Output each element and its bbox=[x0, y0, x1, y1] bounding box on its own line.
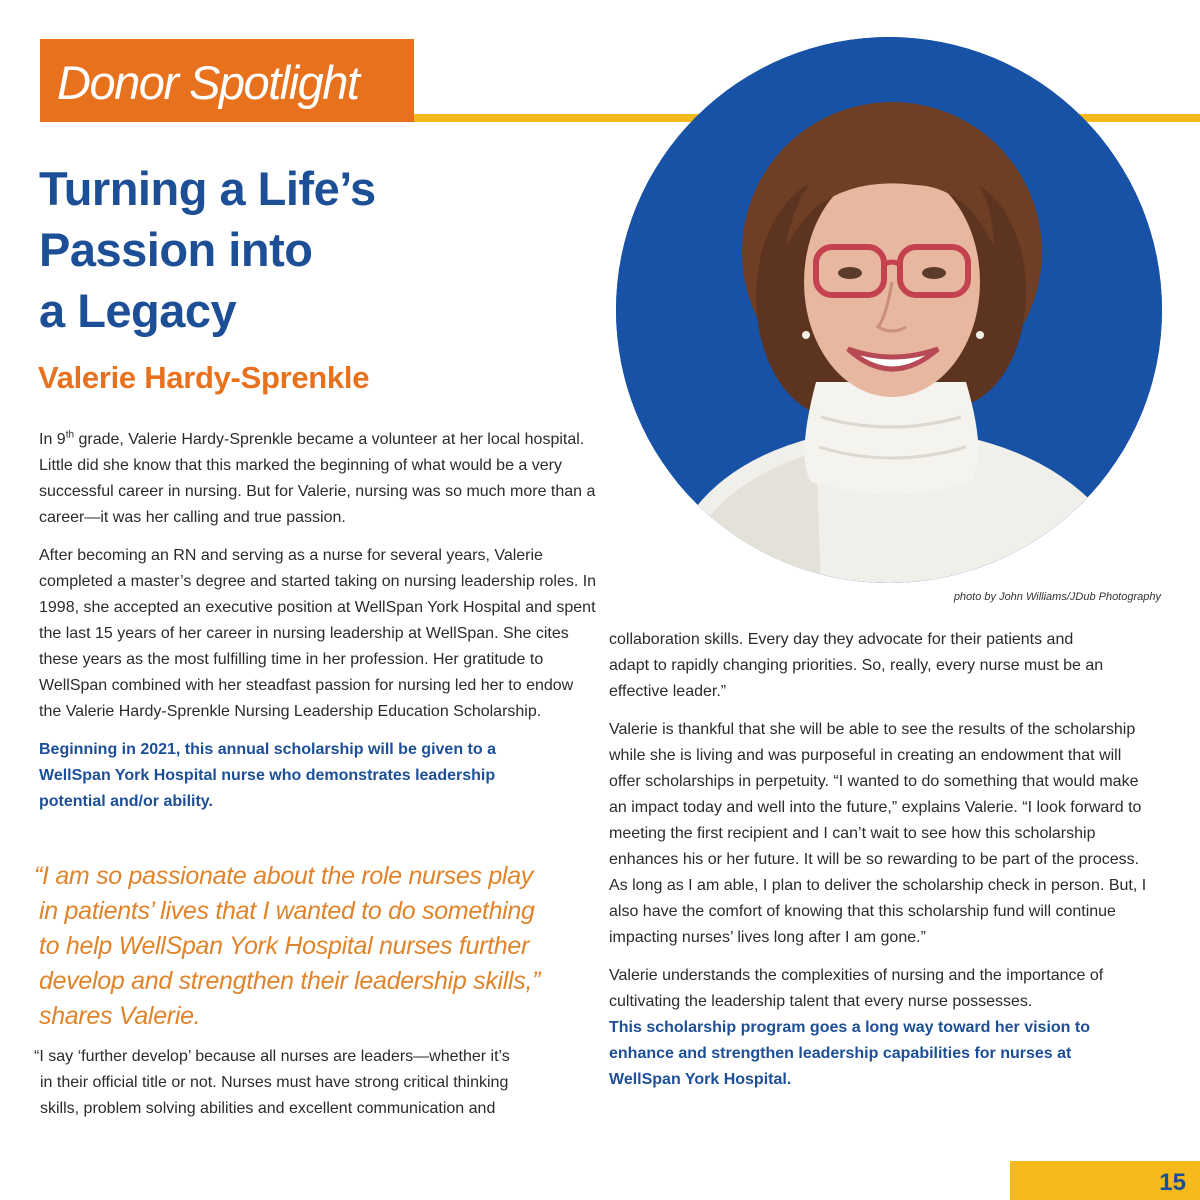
section-banner-label: Donor Spotlight bbox=[57, 56, 359, 109]
donor-portrait-photo bbox=[616, 37, 1162, 583]
paragraph-text: grade, Valerie Hardy-Sprenkle became a volunteer at her local hospital. Little did she know that this marked the beginning of what would be a very successful career in nursing. But for Valerie, nursing was so much more than a career—it was her calling and true passion. bbox=[39, 431, 596, 526]
ordinal-suffix: th bbox=[65, 429, 75, 441]
quote-line: shares Valerie. bbox=[39, 1002, 201, 1030]
headline-line: Turning a Life’s bbox=[39, 162, 376, 215]
photo-credit: photo by John Williams/JDub Photography bbox=[953, 591, 1161, 603]
body-paragraph: collaboration skills. Every day they advocate for their patients and adapt to rapidly changing priorities. So, really, every nurse must be an effective leader.” bbox=[609, 631, 1104, 700]
right-column bbox=[609, 627, 1169, 1105]
body-paragraph: Valerie is thankful that she will be able to see the results of the scholarship while she is living and was purposeful in creating an endowment that will offer scholarships in perpetuity. “I wanted to do something that would make an impact today and well into the future,” explains Valerie. “I look forward to meeting the first recipient and I can’t wait to see how this scholarship enhances his or her future. It will be so rewarding to be part of the process. As long as I am able, I plan to deliver the scholarship check in person. But, I also have the comfort of knowing that this scholarship fund will continue impacting nurses’ lives long after I am gone.” bbox=[609, 721, 1147, 946]
paragraph-line: “I say ‘further develop’ because all nurses are leaders—whether it’s bbox=[34, 1048, 510, 1065]
body-paragraph-start bbox=[34, 1044, 594, 1122]
body-paragraph: Valerie understands the complexities of nursing and the importance of cultivating the leadership talent that every nurse possesses. bbox=[609, 967, 1104, 1010]
paragraph-line: in their official title or not. Nurses must have strong critical thinking bbox=[40, 1074, 509, 1091]
body-paragraph: After becoming an RN and serving as a nurse for several years, Valerie completed a master’s degree and started taking on nursing leadership roles. In 1998, she accepted an executive position at WellSpan York Hospital and spent the last 15 years of her career in nursing leadership at WellSpan. She cites these years as the most fulfilling time in her profession. Her gratitude to WellSpan combined with her steadfast passion for nursing led her to endow the Valerie Hardy-Sprenkle Nursing Leadership Education Scholarship. bbox=[39, 547, 597, 720]
quote-line: to help WellSpan York Hospital nurses further bbox=[39, 932, 530, 960]
body-paragraph bbox=[39, 427, 599, 531]
donor-name: Valerie Hardy-Sprenkle bbox=[38, 360, 370, 395]
paragraph-line: skills, problem solving abilities and excellent communication and bbox=[40, 1100, 496, 1117]
section-banner bbox=[40, 39, 414, 122]
left-column bbox=[39, 427, 599, 827]
pull-quote bbox=[34, 859, 594, 1034]
vision-highlight: This scholarship program goes a long way toward her vision to enhance and strengthen leadership capabilities for nurses at WellSpan York Hospital. bbox=[609, 1019, 1090, 1088]
quote-line: in patients’ lives that I wanted to do something bbox=[39, 897, 535, 925]
headline-line: Passion into bbox=[39, 223, 313, 276]
headline-line: a Legacy bbox=[39, 284, 237, 337]
quote-line: develop and strengthen their leadership skills,” bbox=[39, 967, 541, 995]
article-headline bbox=[39, 158, 559, 341]
page-number-box bbox=[1010, 1161, 1200, 1200]
quote-line: “I am so passionate about the role nurses play bbox=[34, 862, 533, 890]
paragraph-lead: In 9 bbox=[39, 431, 66, 448]
page-number: 15 bbox=[1159, 1169, 1186, 1196]
portrait-illustration bbox=[616, 37, 1162, 583]
scholarship-highlight: Beginning in 2021, this annual scholarship will be given to a WellSpan York Hospital nurse who demonstrates leadership potential and/or ability. bbox=[39, 741, 496, 810]
